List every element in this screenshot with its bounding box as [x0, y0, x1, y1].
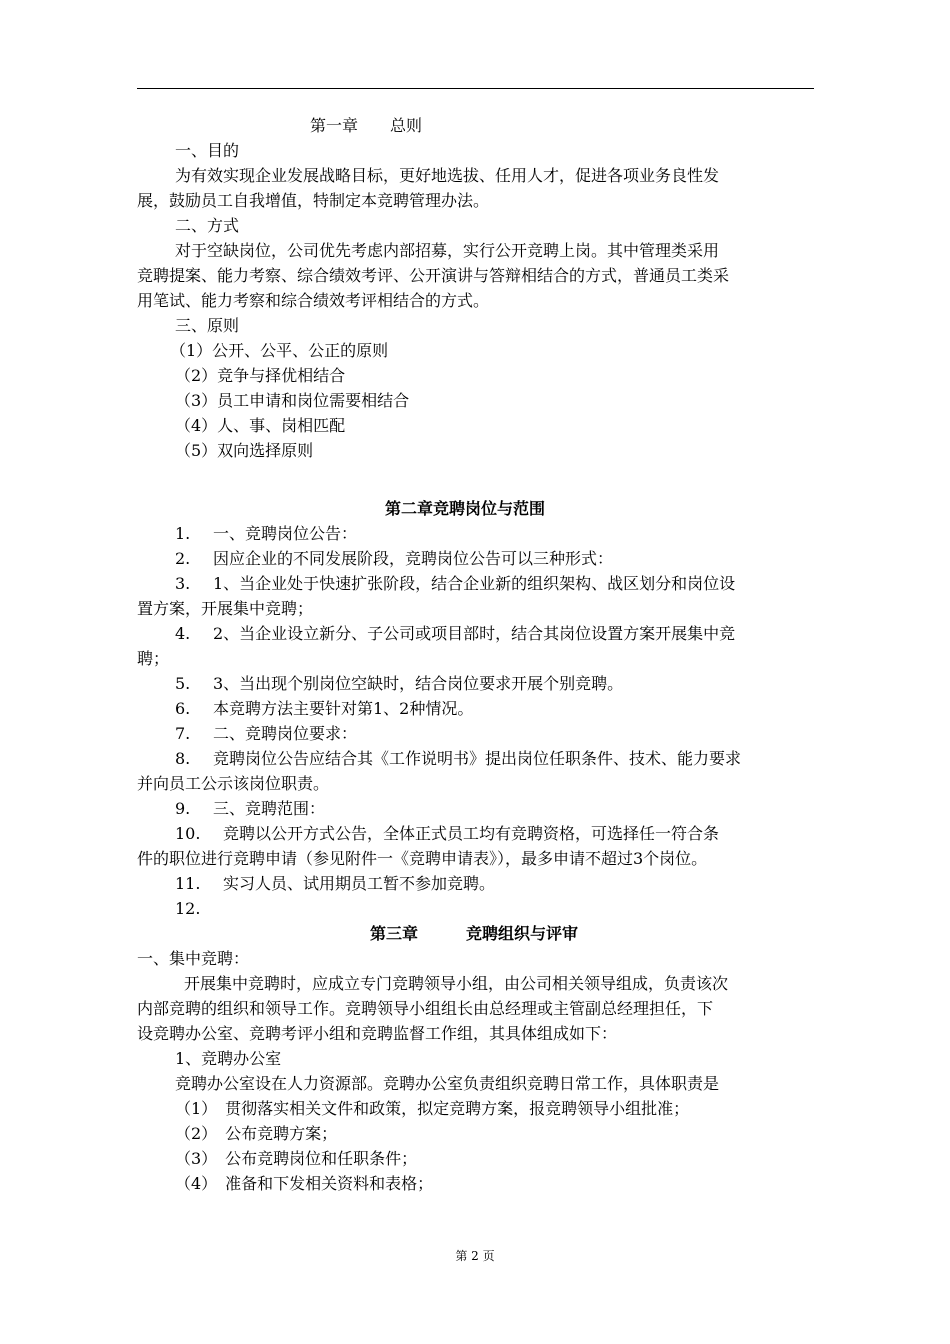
- section-principle-title: 三、原则: [175, 316, 240, 335]
- paragraph-line: 为有效实现企业发展战略目标，更好地选拔、任用人才，促进各项业务良性发: [175, 166, 720, 185]
- list-number: 10.: [175, 824, 201, 843]
- list-number: 1.: [175, 524, 191, 543]
- paragraph-line: 用笔试、能力考察和综合绩效考评相结合的方式。: [137, 291, 490, 310]
- list-text: 竞聘岗位公告应结合其《工作说明书》提出岗位任职条件、技术、能力要求: [213, 749, 742, 768]
- list-item-continuation: 件的职位进行竞聘申请（参见附件一《竞聘申请表》），最多申请不超过3个岗位。: [137, 849, 708, 868]
- chapter-1-title: 第一章 总则: [310, 116, 423, 135]
- chapter-3-title: 第三章 竞聘组织与评审: [370, 924, 579, 943]
- list-text: 1、当企业处于快速扩张阶段，结合企业新的组织架构、战区划分和岗位设: [213, 574, 736, 593]
- list-number: 9.: [175, 799, 191, 818]
- paragraph-line: 设竞聘办公室、竞聘考评小组和竞聘监督工作组，其具体组成如下：: [137, 1024, 618, 1043]
- list-number: 7.: [175, 724, 191, 743]
- list-item: [175, 796, 815, 821]
- list-item: [175, 571, 815, 596]
- list-item: [175, 896, 815, 921]
- section-centralized-title: 一、集中竞聘：: [137, 949, 250, 968]
- list-item: [175, 871, 815, 896]
- list-text: 因应企业的不同发展阶段，竞聘岗位公告可以三种形式：: [213, 549, 614, 568]
- duty-item: （4） 准备和下发相关资料和表格；: [175, 1174, 434, 1193]
- list-item: [175, 621, 815, 646]
- list-text: 实习人员、试用期员工暂不参加竞聘。: [223, 874, 496, 893]
- principle-item: （5）双向选择原则: [175, 441, 314, 460]
- list-item: [175, 546, 815, 571]
- principle-item: （3）员工申请和岗位需要相结合: [175, 391, 410, 410]
- list-number: 6.: [175, 699, 191, 718]
- list-item: [175, 821, 815, 846]
- list-item-continuation: 置方案，开展集中竞聘；: [137, 599, 314, 618]
- list-number: 12.: [175, 899, 201, 918]
- list-item: [175, 721, 815, 746]
- list-text: 三、竞聘范围：: [213, 799, 326, 818]
- paragraph-line: 内部竞聘的组织和领导工作。竞聘领导小组组长由总经理或主管副总经理担任，下: [137, 999, 714, 1018]
- list-text: 二、竞聘岗位要求：: [213, 724, 358, 743]
- duty-item: （2） 公布竞聘方案；: [175, 1124, 338, 1143]
- list-number: 8.: [175, 749, 191, 768]
- list-item: [175, 696, 815, 721]
- duty-item: （1） 贯彻落实相关文件和政策，拟定竞聘方案，报竞聘领导小组批准；: [175, 1099, 690, 1118]
- section-method-title: 二、方式: [175, 216, 240, 235]
- principle-item: （2）竞争与择优相结合: [175, 366, 346, 385]
- list-text: 一、竞聘岗位公告：: [213, 524, 358, 543]
- list-number: 4.: [175, 624, 191, 643]
- paragraph-line: 竞聘提案、能力考察、综合绩效考评、公开演讲与答辩相结合的方式，普通员工类采: [137, 266, 730, 285]
- subsection-title: 1、竞聘办公室: [175, 1049, 282, 1068]
- list-text: 3、当出现个别岗位空缺时，结合岗位要求开展个别竞聘。: [213, 674, 624, 693]
- list-item: [175, 521, 815, 546]
- duty-item: （3） 公布竞聘岗位和任职条件；: [175, 1149, 418, 1168]
- list-number: 2.: [175, 549, 191, 568]
- list-item-continuation: 并向员工公示该岗位职责。: [137, 774, 330, 793]
- list-text: 本竞聘方法主要针对第1、2种情况。: [213, 699, 474, 718]
- list-number: 5.: [175, 674, 191, 693]
- header-rule: [137, 88, 814, 89]
- paragraph-line: 展，鼓励员工自我增值，特制定本竞聘管理办法。: [137, 191, 490, 210]
- list-text: 2、当企业设立新分、子公司或项目部时，结合其岗位设置方案开展集中竞: [213, 624, 736, 643]
- list-item-continuation: 聘；: [137, 649, 170, 668]
- list-number: 3.: [175, 574, 191, 593]
- principle-item: （4）人、事、岗相匹配: [175, 416, 346, 435]
- list-text: 竞聘以公开方式公告，全体正式员工均有竞聘资格，可选择任一符合条: [223, 824, 720, 843]
- list-item: [175, 671, 815, 696]
- page-number: 第 2 页: [455, 1249, 495, 1263]
- paragraph-line: 对于空缺岗位，公司优先考虑内部招募，实行公开竞聘上岗。其中管理类采用: [175, 241, 720, 260]
- paragraph-line: 竞聘办公室设在人力资源部。竞聘办公室负责组织竞聘日常工作，具体职责是: [175, 1074, 720, 1093]
- section-purpose-title: 一、目的: [175, 141, 240, 160]
- chapter-2-title: 第二章竞聘岗位与范围: [385, 499, 546, 518]
- paragraph-line: 开展集中竞聘时，应成立专门竞聘领导小组，由公司相关领导组成，负责该次: [184, 974, 729, 993]
- list-number: 11.: [175, 874, 201, 893]
- principle-item: （1）公开、公平、公正的原则: [170, 341, 389, 360]
- list-item: [175, 746, 815, 771]
